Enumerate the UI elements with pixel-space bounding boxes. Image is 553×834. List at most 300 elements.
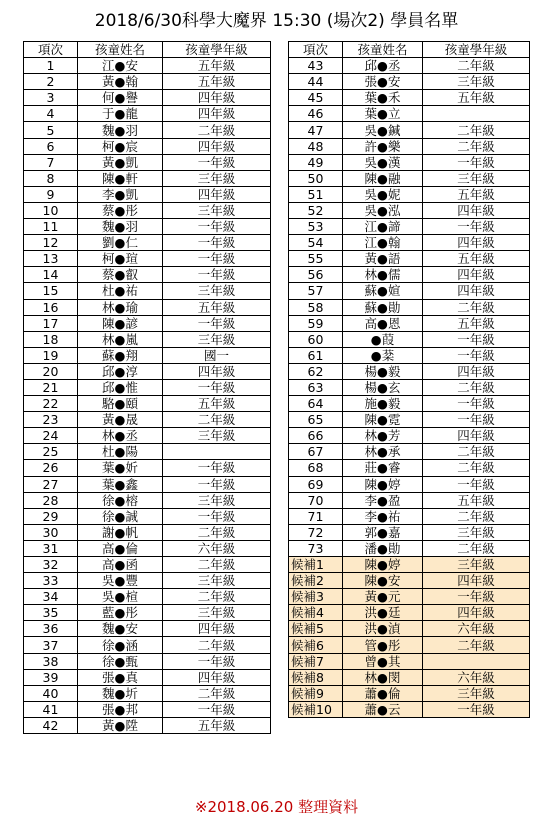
waitlist-row [289,573,530,589]
table-row [289,412,530,428]
child-name: 蔡●叡 [78,267,163,283]
table-row [24,460,271,476]
grade-level: 五年級 [423,90,530,106]
child-name: 徐●涵 [78,637,163,653]
row-index: 45 [289,90,343,106]
table-row [289,90,530,106]
grade-level: 一年級 [163,508,271,524]
grade-level: 一年級 [423,476,530,492]
child-name: 徐●甄 [78,653,163,669]
child-name: 邱●淳 [78,363,163,379]
grade-level: 三年級 [163,331,271,347]
child-name: 葉●禾 [343,90,423,106]
grade-level: 二年級 [423,138,530,154]
grade-level: 三年級 [163,202,271,218]
child-name: 蘇●翔 [78,347,163,363]
row-index: 71 [289,508,343,524]
row-index: 72 [289,524,343,540]
grade-level: 二年級 [163,589,271,605]
grade-level: 四年級 [423,202,530,218]
table-row [24,74,271,90]
child-name: ●棻 [343,347,423,363]
child-name: 陳●諺 [78,315,163,331]
table-row [289,476,530,492]
table-row [24,154,271,170]
row-index: 候補10 [289,701,343,717]
row-index: 候補3 [289,589,343,605]
child-name: 吳●漢 [343,154,423,170]
row-index: 候補9 [289,685,343,701]
row-index: 69 [289,476,343,492]
grade-level: 三年級 [163,492,271,508]
table-row [289,219,530,235]
row-index: 46 [289,106,343,122]
grade-level: 三年級 [423,557,530,573]
grade-level: 四年級 [163,363,271,379]
child-name: 葉●立 [343,106,423,122]
row-index: 13 [24,251,78,267]
child-name: 林●閔 [343,669,423,685]
table-row [289,524,530,540]
child-name: 吳●妮 [343,186,423,202]
child-name: 許●樂 [343,138,423,154]
child-name: 黃●元 [343,589,423,605]
grade-level: 四年級 [423,267,530,283]
child-name: 莊●睿 [343,460,423,476]
col-header-grade: 孩童學年級 [163,42,271,58]
child-name: 李●盈 [343,492,423,508]
table-row [289,444,530,460]
table-row [289,299,530,315]
child-name: 葉●妡 [78,460,163,476]
row-index: 28 [24,492,78,508]
table-row [289,379,530,395]
table-row [289,267,530,283]
row-index: 10 [24,202,78,218]
child-name: 葉●鑫 [78,476,163,492]
table-row [24,379,271,395]
grade-level: 五年級 [163,299,271,315]
table-row [289,331,530,347]
waitlist-row [289,669,530,685]
row-index: 15 [24,283,78,299]
child-name: 高●倫 [78,540,163,556]
child-name: 陳●婷 [343,557,423,573]
child-name: 陳●融 [343,170,423,186]
grade-level: 五年級 [163,74,271,90]
grade-level: 二年級 [423,444,530,460]
row-index: 5 [24,122,78,138]
child-name: 林●承 [343,444,423,460]
child-name: 于●龍 [78,106,163,122]
table-row [289,202,530,218]
child-name: 駱●頤 [78,396,163,412]
row-index: 候補1 [289,557,343,573]
grade-level: 二年級 [423,379,530,395]
child-name: 杜●祐 [78,283,163,299]
grade-level: 一年級 [163,476,271,492]
row-index: 24 [24,428,78,444]
row-index: 55 [289,251,343,267]
row-index: 32 [24,557,78,573]
table-row [24,540,271,556]
grade-level: 六年級 [423,669,530,685]
row-index: 43 [289,58,343,74]
table-row [24,524,271,540]
row-index: 44 [289,74,343,90]
child-name: 郭●嘉 [343,524,423,540]
grade-level: 二年級 [163,685,271,701]
grade-level: 四年級 [423,363,530,379]
grade-level: 一年級 [163,701,271,717]
row-index: 34 [24,589,78,605]
child-name: 楊●毅 [343,363,423,379]
row-index: 候補5 [289,621,343,637]
child-name: 陳●霓 [343,412,423,428]
row-index: 27 [24,476,78,492]
child-name: 林●儒 [343,267,423,283]
table-row [24,412,271,428]
row-index: 35 [24,605,78,621]
row-index: 42 [24,717,78,733]
grade-level: 三年級 [163,283,271,299]
grade-level: 五年級 [423,492,530,508]
table-row [289,122,530,138]
table-row [24,363,271,379]
table-row [289,396,530,412]
col-header-name: 孩童姓名 [343,42,423,58]
row-index: 11 [24,219,78,235]
grade-level: 三年級 [163,428,271,444]
table-header-row [289,42,530,58]
child-name: 邱●惟 [78,379,163,395]
row-index: 39 [24,669,78,685]
child-name: 施●毅 [343,396,423,412]
row-index: 50 [289,170,343,186]
waitlist-row [289,557,530,573]
row-index: 30 [24,524,78,540]
row-index: 65 [289,412,343,428]
table-row [24,170,271,186]
row-index: 19 [24,347,78,363]
grade-level: 一年級 [423,219,530,235]
roster-table-right [288,41,530,718]
child-name: 江●翰 [343,235,423,251]
table-row [289,154,530,170]
row-index: 64 [289,396,343,412]
grade-level: 二年級 [423,299,530,315]
row-index: 候補2 [289,573,343,589]
grade-level: 五年級 [163,396,271,412]
row-index: 38 [24,653,78,669]
table-row [289,347,530,363]
table-row [289,235,530,251]
child-name: 柯●瑄 [78,251,163,267]
table-row [24,396,271,412]
grade-level: 二年級 [163,557,271,573]
grade-level: 三年級 [163,605,271,621]
row-index: 48 [289,138,343,154]
child-name: 藍●彤 [78,605,163,621]
row-index: 3 [24,90,78,106]
table-row [24,685,271,701]
grade-level: 二年級 [423,58,530,74]
table-row [24,315,271,331]
child-name: 陳●婷 [343,476,423,492]
grade-level: 二年級 [423,122,530,138]
child-name: 洪●廷 [343,605,423,621]
child-name: 潘●勛 [343,540,423,556]
table-row [24,573,271,589]
row-index: 53 [289,219,343,235]
row-index: 候補8 [289,669,343,685]
grade-level: 四年級 [423,283,530,299]
grade-level: 一年級 [423,412,530,428]
child-name: 李●凱 [78,186,163,202]
table-row [289,460,530,476]
row-index: 26 [24,460,78,476]
row-index: 68 [289,460,343,476]
child-name: 洪●湞 [343,621,423,637]
row-index: 62 [289,363,343,379]
row-index: 33 [24,573,78,589]
grade-level: 二年級 [423,508,530,524]
row-index: 17 [24,315,78,331]
child-name: 陳●安 [343,573,423,589]
table-row [289,106,530,122]
table-row [24,267,271,283]
page-title: 2018/6/30科學大魔界 15:30 (場次2) 學員名單 [94,11,459,31]
child-name: 蕭●倫 [343,685,423,701]
grade-level: 三年級 [163,573,271,589]
child-name: 管●彤 [343,637,423,653]
row-index: 61 [289,347,343,363]
row-index: 37 [24,637,78,653]
child-name: 柯●宸 [78,138,163,154]
child-name: 李●祐 [343,508,423,524]
child-name: 蕭●云 [343,701,423,717]
child-name: 劉●仁 [78,235,163,251]
child-name: 吳●豐 [78,573,163,589]
row-index: 14 [24,267,78,283]
grade-level: 四年級 [163,138,271,154]
col-header-index: 項次 [24,42,78,58]
table-row [24,492,271,508]
child-name: 林●芳 [343,428,423,444]
row-index: 67 [289,444,343,460]
row-index: 6 [24,138,78,154]
child-name: 蔡●彤 [78,202,163,218]
table-row [24,106,271,122]
child-name: 魏●羽 [78,219,163,235]
waitlist-row [289,685,530,701]
table-row [24,235,271,251]
row-index: 22 [24,396,78,412]
table-row [289,508,530,524]
row-index: 52 [289,202,343,218]
table-row [24,589,271,605]
col-header-name: 孩童姓名 [78,42,163,58]
child-name: 楊●玄 [343,379,423,395]
child-name: 林●丞 [78,428,163,444]
child-name: 曾●其 [343,653,423,669]
table-row [24,58,271,74]
grade-level: 四年級 [163,669,271,685]
grade-level: 一年級 [163,154,271,170]
child-name: 黃●語 [343,251,423,267]
table-row [24,202,271,218]
waitlist-row [289,605,530,621]
grade-level: 一年級 [163,315,271,331]
child-name: 林●嵐 [78,331,163,347]
grade-level: 五年級 [423,315,530,331]
row-index: 8 [24,170,78,186]
table-row [289,428,530,444]
table-row [24,653,271,669]
table-row [24,637,271,653]
grade-level: 六年級 [423,621,530,637]
child-name: 黃●陞 [78,717,163,733]
row-index: 7 [24,154,78,170]
child-name: 何●譽 [78,90,163,106]
row-index: 候補4 [289,605,343,621]
row-index: 20 [24,363,78,379]
grade-level: 二年級 [163,412,271,428]
child-name: 邱●丞 [343,58,423,74]
child-name: 魏●安 [78,621,163,637]
table-row [289,251,530,267]
grade-level: 一年級 [423,701,530,717]
table-row [24,605,271,621]
grade-level: 二年級 [423,540,530,556]
grade-level: 五年級 [163,717,271,733]
row-index: 49 [289,154,343,170]
table-row [24,122,271,138]
grade-level: 四年級 [423,428,530,444]
row-index: 56 [289,267,343,283]
row-index: 70 [289,492,343,508]
child-name: 高●函 [78,557,163,573]
table-row [24,219,271,235]
row-index: 12 [24,235,78,251]
child-name: 吳●楦 [78,589,163,605]
grade-level: 四年級 [423,605,530,621]
grade-level: 三年級 [423,685,530,701]
grade-level: 五年級 [163,58,271,74]
grade-level: 一年級 [423,154,530,170]
grade-level: 一年級 [423,347,530,363]
table-row [289,58,530,74]
child-name: 徐●誠 [78,508,163,524]
grade-level: 一年級 [423,396,530,412]
grade-level: 一年級 [423,331,530,347]
row-index: 63 [289,379,343,395]
table-row [289,363,530,379]
row-index: 59 [289,315,343,331]
grade-level: 一年級 [423,589,530,605]
table-row [289,186,530,202]
grade-level: 一年級 [163,267,271,283]
grade-level: 三年級 [163,170,271,186]
waitlist-row [289,621,530,637]
footer-note: ※2018.06.20 整理資料 [194,798,359,816]
grade-level: 一年級 [163,235,271,251]
grade-level: 一年級 [163,653,271,669]
table-row [24,186,271,202]
grade-level: 三年級 [423,524,530,540]
table-row [24,508,271,524]
table-row [24,299,271,315]
grade-level [423,106,530,122]
row-index: 候補7 [289,653,343,669]
grade-level: 國一 [163,347,271,363]
grade-level: 四年級 [163,106,271,122]
child-name: ●葭 [343,331,423,347]
row-index: 47 [289,122,343,138]
grade-level: 三年級 [423,170,530,186]
col-header-index: 項次 [289,42,343,58]
waitlist-row [289,653,530,669]
row-index: 2 [24,74,78,90]
waitlist-row [289,701,530,717]
row-index: 23 [24,412,78,428]
table-row [24,621,271,637]
table-row [24,557,271,573]
row-index: 58 [289,299,343,315]
table-row [24,701,271,717]
row-index: 54 [289,235,343,251]
child-name: 江●安 [78,58,163,74]
grade-level [163,444,271,460]
child-name: 高●恩 [343,315,423,331]
child-name: 黃●翰 [78,74,163,90]
row-index: 51 [289,186,343,202]
table-row [24,444,271,460]
child-name: 黃●凱 [78,154,163,170]
child-name: 魏●圻 [78,685,163,701]
grade-level: 一年級 [163,219,271,235]
row-index: 21 [24,379,78,395]
table-row [289,315,530,331]
waitlist-row [289,589,530,605]
grade-level [423,653,530,669]
child-name: 謝●帆 [78,524,163,540]
row-index: 73 [289,540,343,556]
row-index: 候補6 [289,637,343,653]
row-index: 31 [24,540,78,556]
child-name: 杜●陽 [78,444,163,460]
row-index: 36 [24,621,78,637]
grade-level: 四年級 [423,573,530,589]
child-name: 黃●晟 [78,412,163,428]
grade-level: 三年級 [423,74,530,90]
child-name: 林●瑜 [78,299,163,315]
grade-level: 一年級 [163,379,271,395]
child-name: 蘇●媗 [343,283,423,299]
table-row [289,492,530,508]
grade-level: 六年級 [163,540,271,556]
grade-level: 二年級 [163,122,271,138]
table-row [24,347,271,363]
row-index: 57 [289,283,343,299]
table-header-row [24,42,271,58]
grade-level: 四年級 [163,186,271,202]
row-index: 25 [24,444,78,460]
table-row [24,283,271,299]
child-name: 魏●羽 [78,122,163,138]
grade-level: 四年級 [423,235,530,251]
child-name: 蘇●勛 [343,299,423,315]
